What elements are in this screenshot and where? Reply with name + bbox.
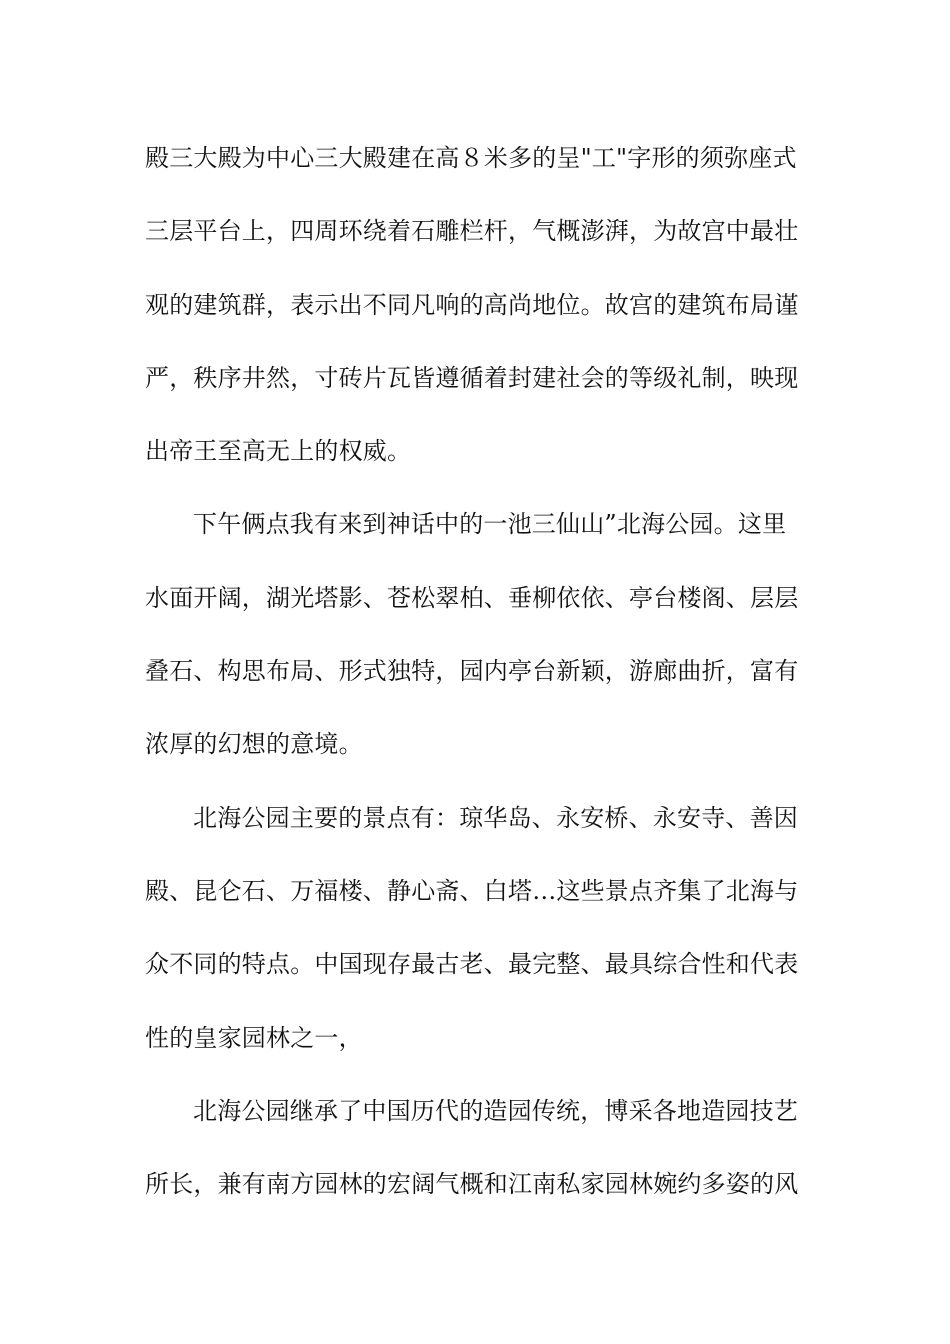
text-line: 众不同的特点。中国现存最古老、最完整、最具综合性和代表 [145, 950, 799, 979]
text-line: 叠石、构思布局、形式独特，园内亭台新颖，游廊曲折，富有 [145, 657, 799, 686]
text-line: 出帝王至高无上的权威。 [145, 437, 412, 466]
text-line: 殿、昆仑石、万福楼、静心斋、白塔…这些景点齐集了北海与 [145, 876, 799, 905]
text-line: 殿三大殿为中心三大殿建在高８米多的呈"工"字形的须弥座式 [145, 144, 797, 172]
text-line: 所长，兼有南方园林的宏阔气概和江南私家园林婉约多姿的风 [145, 1170, 799, 1199]
text-line: 水面开阔，湖光塔影、苍松翠柏、垂柳依依、亭台楼阁、层层 [145, 583, 799, 612]
text-line: 严，秩序井然，寸砖片瓦皆遵循着封建社会的等级礼制，映现 [145, 363, 799, 392]
text-line: 浓厚的幻想的意境。 [145, 730, 363, 759]
document-body [145, 128, 810, 1227]
text-line: 性的皇家园林之一， [145, 1023, 363, 1052]
text-line: 三层平台上，四周环绕着石雕栏杆，气概澎湃，为故宫中最壮 [145, 217, 799, 246]
paragraph-first-line: 北海公园主要的景点有：琼华岛、永安桥、永安寺、善因 [193, 803, 798, 832]
text-line: 观的建筑群，表示出不同凡响的高尚地位。故宫的建筑布局谨 [145, 290, 799, 319]
paragraph-first-line: 下午俩点我有来到神话中的一池三仙山”北海公园。这里 [193, 510, 787, 539]
paragraph-first-line: 北海公园继承了中国历代的造园传统，博采各地造园技艺 [193, 1096, 798, 1125]
